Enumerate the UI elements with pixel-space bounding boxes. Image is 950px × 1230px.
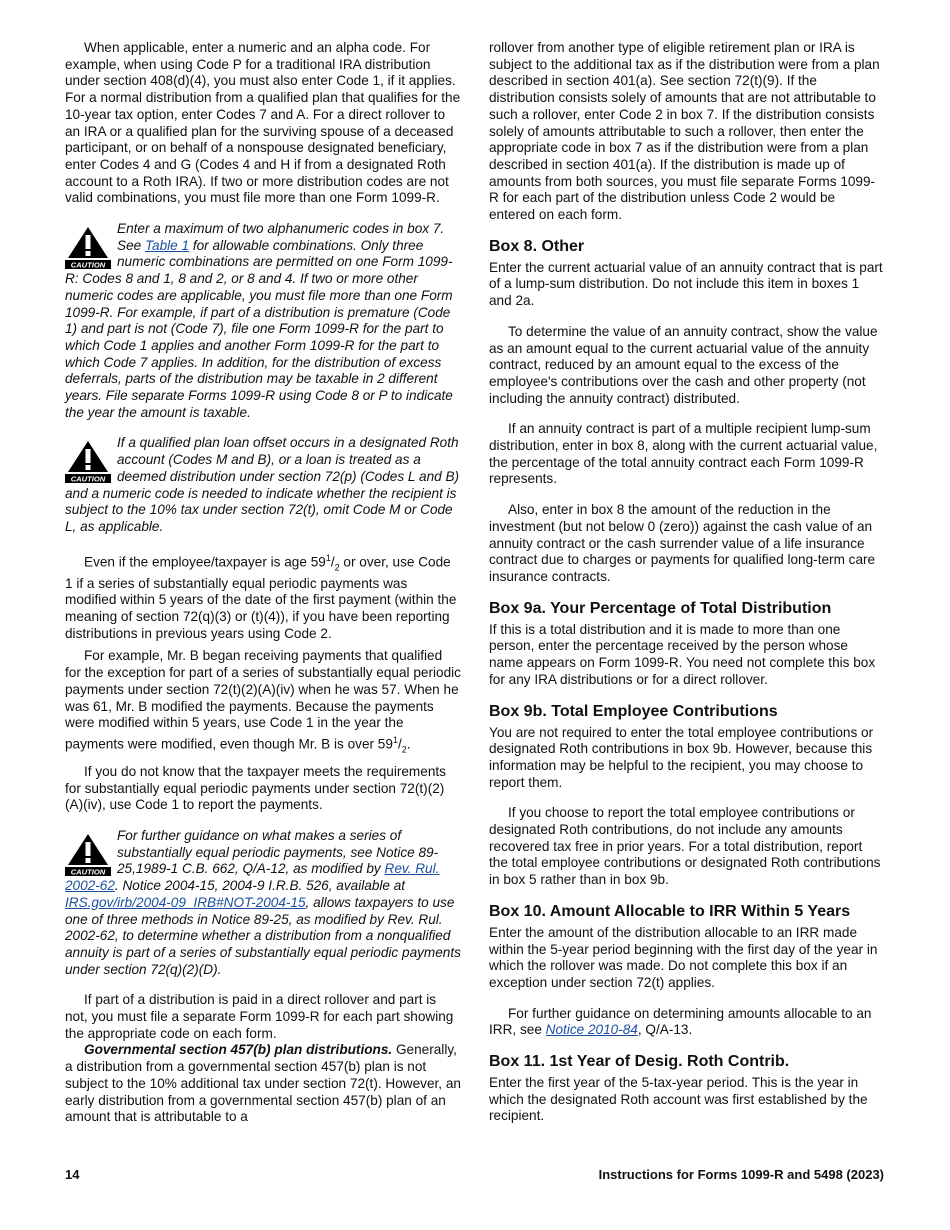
heading-box-11: Box 11. 1st Year of Desig. Roth Contrib.	[489, 1053, 790, 1071]
paragraph: If you choose to report the total employee contributions or designated Roth contributions, do not include any amounts recovered tax free in prior years. For a total distribution, report the total employee contributions or designated Roth contributions in box 5 rather than in box 9b.	[489, 805, 881, 888]
paragraph: If part of a distribution is paid in a direct rollover and part is not, you must file a separate Form 1099-R for each part showing the appropriate code on each form.	[65, 992, 454, 1041]
caution-icon	[65, 225, 111, 269]
caution-note	[65, 435, 461, 535]
heading-box-10: Box 10. Amount Allocable to IRR Within 5 Years	[489, 902, 851, 920]
left-column	[65, 40, 461, 1140]
paragraph: Also, enter in box 8 the amount of the reduction in the investment (but not below 0 (zero)) against the cash value of an annuity contract or the cash surrender value of a life insurance contract due to charges or payments for qualified long-term care insurance contracts.	[489, 502, 876, 584]
paragraph: If you do not know that the taxpayer meets the requirements for substantially equal periodic payments under section 72(t)(2)(A)(iv), use Code 1 to report the payments.	[65, 763, 446, 813]
caution-text: Enter a maximum of two alphanumeric codes in box 7. See	[117, 221, 445, 253]
paragraph: rollover from another type of eligible retirement plan or IRA is subject to the additional tax as if the distribution were from a plan described in section 401(a). See section 72(t)(9). If the distribution consists solely of amounts that are not attributable to such a rollover, enter Code 2 in box 7. If the distribution consists solely of amounts attributable to such a rollover, then enter the appropriate code in box 7 as if the distribution were from a plan described in section 401(a). If the distribution is made up of amounts from both sources, you must file separate Forms 1099-R for each part of the distribution unless Code 2 would be entered on each form.	[489, 40, 880, 223]
paragraph: Even if the employee/taxpayer is age $59^1/_2$ or over, use Code 1 if a series of substantially equal periodic payments was modified within 5 years of the date of the first payment (within the meaning of section 72(q)(3) or (t)(4)), if you have been reporting distributions in previous years using Code 2.	[65, 552, 457, 641]
run-in-heading: Governmental section 457(b) plan distributions.	[84, 1042, 393, 1058]
table-1-link[interactable]: Table 1	[144, 237, 190, 253]
caution-text: for allowable combinations. Only three numeric combinations are permitted on one Form 1099-R: Codes 8 and 1, 8 and 2, or 8 and 4. If two or more other numeric codes are applicable, you must file more than one Form 1099-R. For example, if part of a distribution is premature (Code 1) and part is not (Code 7), file one Form 1099-R for the part to which Code 1 applies and another Form 1099-R for the part to which Code 7 applies. In addition, for the distribution of excess deferrals, parts of the distribution may be taxable in 2 different years. File separate Forms 1099-R using Code 8 or P to indicate the year the amount is taxable.	[65, 237, 453, 420]
heading-box-9a: Box 9a. Your Percentage of Total Distribution	[489, 599, 832, 617]
caution-label: CAUTION	[70, 867, 106, 877]
paragraph: You are not required to enter the total employee contributions or designated Roth contributions in box 9b. However, because this information may be helpful to the recipient, you may choose to report them.	[489, 724, 874, 790]
paragraph: If this is a total distribution and it is made to more than one person, enter the percentage received by the person whose name appears on Form 1099-R. You need not complete this box for any IRA distributions or for a direct rollover.	[489, 621, 876, 687]
caution-icon	[65, 832, 111, 876]
caution-note: CAUTION For further guidance on what makes a series of substantially equal periodic payments, see Notice 89-25,1989-1 C.B. 662, Q/A-12, as modified by Rev. Rul. 2002-62. Notice 2004-15, 2004-9 I.R.B. 526, available at IRS.gov/irb/2004-09_IRB#NOT-2004-15, allows taxpayers to use one of three methods in Notice 89-25, as modified by Rev. Rul. 2002-62, to determine whether a distribution from a nonqualified annuity is part of a series of substantially equal periodic payments under section 72(q)(2)(D).	[65, 828, 461, 977]
page-number: 14	[65, 1167, 80, 1182]
notice-link[interactable]: Notice 2010-84	[545, 1022, 638, 1038]
caution-icon	[65, 439, 111, 483]
paragraph: Enter the first year of the 5-tax-year period. This is the year in which the designated Roth account was first established by the recipient.	[489, 1075, 868, 1124]
paragraph: Enter the current actuarial value of an annuity contract that is part of a lump-sum distribution. Do not include this item in boxes 1 and 2a.	[489, 259, 883, 309]
irb-link[interactable]: IRS.gov/irb/2004-09_IRB#NOT-2004-15	[65, 894, 306, 910]
paragraph: To determine the value of an annuity contract, show the value as an amount equal to the current actuarial value of the annuity contract, reduced by an amount equal to the excess of the employee's contributions over the cash and other property (not including the annuity contract) distributed.	[489, 323, 878, 406]
heading-box-9b: Box 9b. Total Employee Contributions	[489, 702, 778, 720]
caution-note	[65, 221, 461, 421]
paragraph: If an annuity contract is part of a multiple recipient lump-sum distribution, enter in box 8, along with the current actuarial value, the percentage of the total annuity contract each Form 1099-R represents.	[489, 421, 878, 487]
rev-rul-link[interactable]: Rev. Rul. 2002-62	[65, 861, 440, 894]
paragraph: Governmental section 457(b) plan distributions. Generally, a distribution from a governmental section 457(b) plan is not subject to the 10% additional tax under section 72(t). However, an early distribution from a governmental section 457(b) plan of an amount that is attributable to a	[65, 1042, 461, 1125]
heading-box-8: Box 8. Other	[489, 237, 585, 255]
caution-text: If a qualified plan loan offset occurs in a designated Roth account (Codes M and B), or a loan is treated as a deemed distribution under section 72(p) (Codes L and B) and a numeric code is needed to indicate whether the recipient is subject to the 10% tax under section 72(t), omit Code M or Code L, as applicable.	[65, 435, 460, 534]
caution-label: CAUTION	[70, 260, 106, 270]
paragraph: When applicable, enter a numeric and an alpha code. For example, when using Code P for a traditional IRA distribution under section 408(d)(4), you must also enter Code 1, if it applies. For a normal distribution from a qualified plan that qualifies for the 10-year tax option, enter Codes 7 and A. For a direct rollover to an IRA or a qualified plan for the surviving spouse of a deceased participant, or on behalf of a nonspouse designated beneficiary, enter Codes 4 and G (Codes 4 and H if from a designated Roth account to a Roth IRA). If two or more distribution codes are not valid combinations, you must file more than one Form 1099-R.	[65, 40, 461, 206]
paragraph: Enter the amount of the distribution allocable to an IRR made within the 5-year period beginning with the first day of the year in which the rollover was made. Do not complete this box if an exception under section 72(t) applies.	[489, 924, 878, 990]
paragraph: For further guidance on determining amounts allocable to an IRR, see Notice 2010-84, Q/A-13.	[489, 1005, 872, 1038]
caution-label: CAUTION	[70, 474, 106, 484]
footer-title: Instructions for Forms 1099-R and 5498 (2023)	[598, 1167, 884, 1182]
right-column	[489, 40, 883, 1139]
paragraph: For example, Mr. B began receiving payments that qualified for the exception for part of a series of substantially equal periodic payments under section 72(t)(2)(A)(iv) when he was 57. When he was 61, Mr. B modified the payments. Because the payments were modified within 5 years, use Code 1 in the year the payments were modified, even though Mr. B is over $59^1/_2$.	[65, 648, 461, 755]
